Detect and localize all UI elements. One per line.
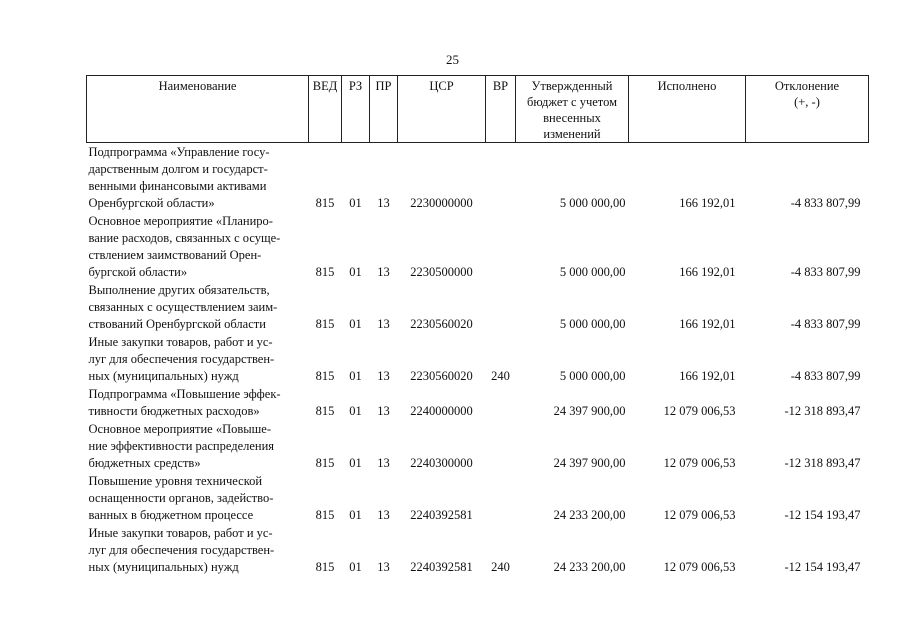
cell-vr bbox=[486, 143, 516, 213]
cell-rz: 01 bbox=[349, 317, 362, 331]
cell-csr: 2240000000 bbox=[410, 404, 473, 418]
header-rz: РЗ bbox=[342, 76, 370, 143]
cell-vr bbox=[486, 281, 516, 333]
table-body bbox=[87, 143, 869, 577]
name-line: ствлением заимствований Орен- bbox=[88, 248, 262, 262]
cell-rz: 01 bbox=[349, 265, 362, 279]
name-line: луг для обеспечения государствен- bbox=[88, 352, 275, 366]
cell-rz: 01 bbox=[349, 404, 362, 418]
cell-executed: 12 079 006,53 bbox=[663, 404, 736, 418]
cell-ved: 815 bbox=[315, 317, 335, 331]
cell-approved: 24 233 200,00 bbox=[553, 560, 626, 574]
cell-deviation: -12 318 893,47 bbox=[784, 404, 861, 418]
cell-pr: 13 bbox=[377, 560, 390, 574]
cell-executed: 166 192,01 bbox=[679, 369, 736, 383]
table-row bbox=[87, 385, 869, 420]
name-line: связанных с осуществлением заим- bbox=[88, 300, 278, 314]
cell-ved: 815 bbox=[315, 369, 335, 383]
header-approved-line: внесенных bbox=[543, 111, 601, 125]
cell-pr: 13 bbox=[377, 196, 390, 210]
cell-deviation: -4 833 807,99 bbox=[790, 265, 861, 279]
cell-name bbox=[87, 333, 309, 385]
cell-approved: 5 000 000,00 bbox=[559, 265, 626, 279]
cell-name bbox=[87, 472, 309, 524]
cell-vr bbox=[486, 420, 516, 472]
page-number: 25 bbox=[446, 52, 459, 67]
header-deviation bbox=[746, 76, 869, 143]
table-row bbox=[87, 333, 869, 385]
name-line: Повышение уровня технической bbox=[88, 474, 263, 488]
table-row bbox=[87, 472, 869, 524]
header-vr: ВР bbox=[486, 76, 516, 143]
cell-executed: 12 079 006,53 bbox=[663, 456, 736, 470]
cell-csr: 2230000000 bbox=[410, 196, 473, 210]
cell-pr: 13 bbox=[377, 404, 390, 418]
table-row bbox=[87, 212, 869, 281]
name-line: Иные закупки товаров, работ и ус- bbox=[88, 335, 273, 349]
budget-table bbox=[86, 75, 869, 576]
cell-rz: 01 bbox=[349, 456, 362, 470]
cell-approved: 5 000 000,00 bbox=[559, 369, 626, 383]
name-line: Основное мероприятие «Планиро- bbox=[88, 214, 273, 228]
name-line: оснащенности органов, задейство- bbox=[88, 491, 274, 505]
cell-csr: 2240392581 bbox=[410, 508, 473, 522]
cell-pr: 13 bbox=[377, 317, 390, 331]
name-line: луг для обеспечения государствен- bbox=[88, 543, 275, 557]
cell-ved: 815 bbox=[315, 560, 335, 574]
cell-ved: 815 bbox=[315, 508, 335, 522]
name-line: бургской области» bbox=[88, 265, 188, 279]
cell-csr: 2230560020 bbox=[410, 369, 473, 383]
name-line: Оренбургской области» bbox=[88, 196, 215, 210]
cell-name bbox=[87, 212, 309, 281]
header-approved-line: изменений bbox=[543, 127, 601, 141]
cell-deviation: -4 833 807,99 bbox=[790, 369, 861, 383]
name-line: ных (муниципальных) нужд bbox=[88, 560, 239, 574]
header-csr: ЦСР bbox=[398, 76, 486, 143]
cell-approved: 24 397 900,00 bbox=[553, 456, 626, 470]
cell-vr: 240 bbox=[491, 369, 510, 383]
name-line: ствований Оренбургской области bbox=[88, 317, 266, 331]
cell-executed: 12 079 006,53 bbox=[663, 560, 736, 574]
table-row bbox=[87, 524, 869, 576]
cell-executed: 166 192,01 bbox=[679, 317, 736, 331]
cell-vr: 240 bbox=[491, 560, 510, 574]
cell-rz: 01 bbox=[349, 560, 362, 574]
name-line: дарственным долгом и государст- bbox=[88, 162, 268, 176]
table-row bbox=[87, 281, 869, 333]
header-ved: ВЕД bbox=[309, 76, 342, 143]
cell-csr: 2240300000 bbox=[410, 456, 473, 470]
header-deviation-line: Отклонение bbox=[774, 79, 840, 93]
cell-name bbox=[87, 524, 309, 576]
cell-approved: 5 000 000,00 bbox=[559, 317, 626, 331]
cell-csr: 2240392581 bbox=[410, 560, 473, 574]
name-line: тивности бюджетных расходов» bbox=[88, 404, 260, 418]
header-approved bbox=[516, 76, 629, 143]
header-pr: ПР bbox=[370, 76, 398, 143]
cell-deviation: -12 318 893,47 bbox=[784, 456, 861, 470]
header-approved-line: Утвержденный bbox=[531, 79, 613, 93]
table-header-row bbox=[87, 76, 869, 143]
header-name: Наименование bbox=[87, 76, 309, 143]
cell-executed: 166 192,01 bbox=[679, 265, 736, 279]
cell-rz: 01 bbox=[349, 508, 362, 522]
cell-csr: 2230560020 bbox=[410, 317, 473, 331]
cell-pr: 13 bbox=[377, 456, 390, 470]
cell-vr bbox=[486, 212, 516, 281]
name-line: ние эффективности распределения bbox=[88, 439, 275, 453]
name-line: ных (муниципальных) нужд bbox=[88, 369, 239, 383]
name-line: Выполнение других обязательств, bbox=[88, 283, 270, 297]
table-row bbox=[87, 420, 869, 472]
cell-ved: 815 bbox=[315, 456, 335, 470]
cell-executed: 166 192,01 bbox=[679, 196, 736, 210]
cell-pr: 13 bbox=[377, 508, 390, 522]
cell-ved: 815 bbox=[315, 404, 335, 418]
cell-name bbox=[87, 281, 309, 333]
name-line: Подпрограмма «Управление госу- bbox=[88, 145, 270, 159]
name-line: бюджетных средств» bbox=[88, 456, 201, 470]
cell-csr: 2230500000 bbox=[410, 265, 473, 279]
cell-deviation: -12 154 193,47 bbox=[784, 508, 861, 522]
cell-rz: 01 bbox=[349, 369, 362, 383]
table-row bbox=[87, 143, 869, 213]
cell-executed: 12 079 006,53 bbox=[663, 508, 736, 522]
cell-rz: 01 bbox=[349, 196, 362, 210]
cell-vr bbox=[486, 385, 516, 420]
cell-name bbox=[87, 385, 309, 420]
name-line: вание расходов, связанных с осуще- bbox=[88, 231, 281, 245]
header-approved-line: бюджет с учетом bbox=[526, 95, 617, 109]
cell-pr: 13 bbox=[377, 369, 390, 383]
cell-approved: 24 233 200,00 bbox=[553, 508, 626, 522]
header-deviation-line: (+, -) bbox=[794, 95, 820, 109]
cell-name bbox=[87, 143, 309, 213]
cell-ved: 815 bbox=[315, 196, 335, 210]
name-line: венными финансовыми активами bbox=[88, 179, 267, 193]
cell-approved: 5 000 000,00 bbox=[559, 196, 626, 210]
name-line: ванных в бюджетном процессе bbox=[88, 508, 254, 522]
cell-deviation: -4 833 807,99 bbox=[790, 196, 861, 210]
cell-deviation: -12 154 193,47 bbox=[784, 560, 861, 574]
cell-deviation: -4 833 807,99 bbox=[790, 317, 861, 331]
cell-name bbox=[87, 420, 309, 472]
name-line: Основное мероприятие «Повыше- bbox=[88, 422, 272, 436]
cell-ved: 815 bbox=[315, 265, 335, 279]
cell-vr bbox=[486, 472, 516, 524]
cell-approved: 24 397 900,00 bbox=[553, 404, 626, 418]
header-executed: Исполнено bbox=[629, 76, 746, 143]
name-line: Подпрограмма «Повышение эффек- bbox=[88, 387, 281, 401]
cell-pr: 13 bbox=[377, 265, 390, 279]
name-line: Иные закупки товаров, работ и ус- bbox=[88, 526, 273, 540]
